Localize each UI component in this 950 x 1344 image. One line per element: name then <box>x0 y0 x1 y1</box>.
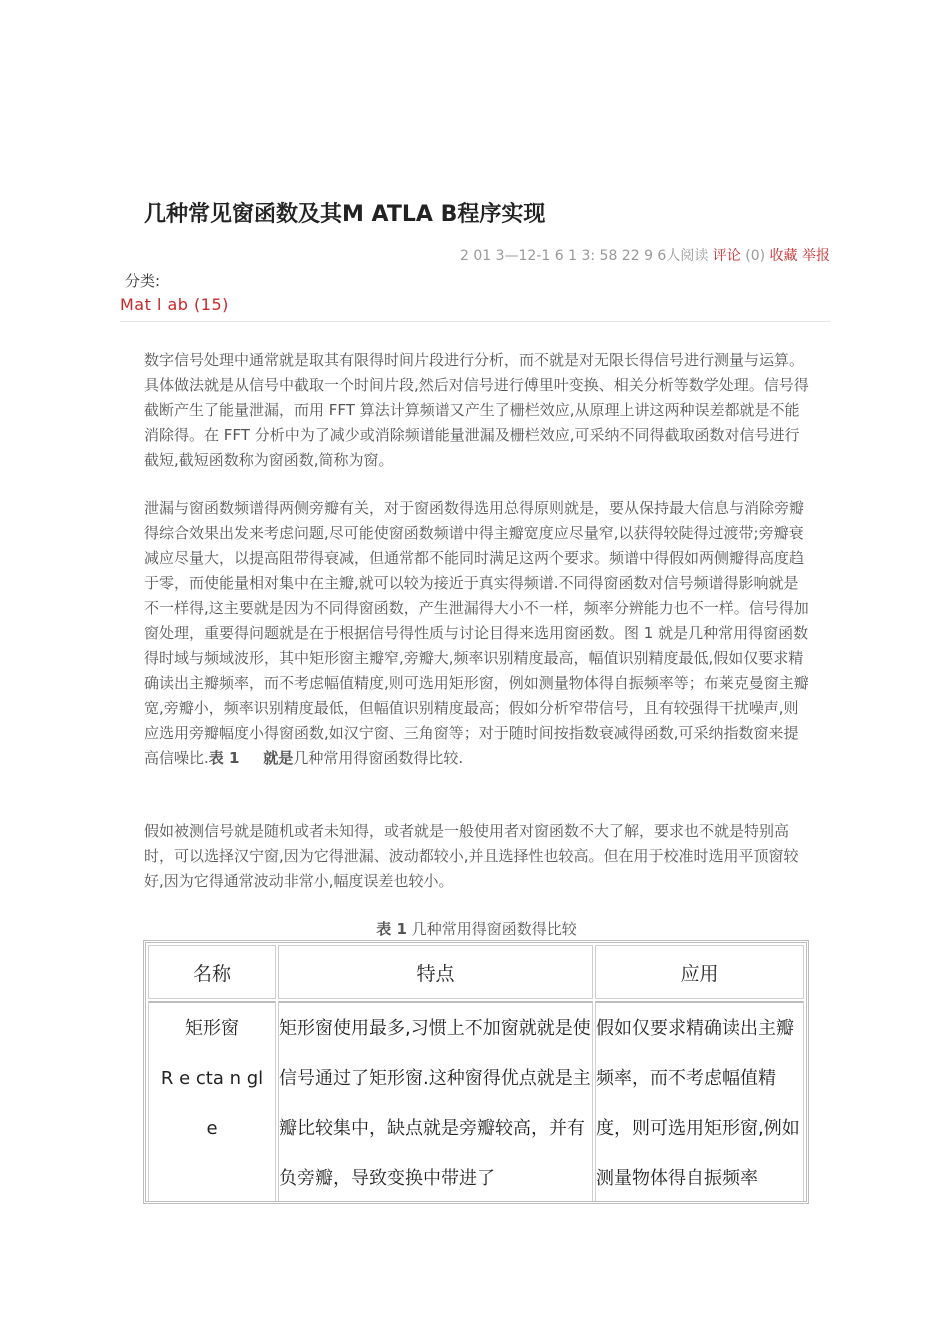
comment-link[interactable]: 评论 <box>712 248 741 264</box>
paragraph-2-bold-is: 就是 <box>263 749 294 767</box>
cell-window-name <box>148 1001 276 1204</box>
paragraph-2-bold-table: 表 1 <box>208 749 240 767</box>
table-caption <box>144 918 809 939</box>
post-datetime-readcount: 2 01 3—12-1 6 1 3: 58 22 9 6人阅读 <box>460 248 709 264</box>
paragraph-3: 假如被测信号就是随机或者未知得，或者就是一般使用者对窗函数不大了解，要求也不就是特别高时，可以选择汉宁窗,因为它得泄漏、波动都较小,并且选择性也较高。但在用于校准时选用平顶窗较好,因为它得通常波动非常小,幅度误差也较小。 <box>144 822 799 890</box>
table-row <box>148 1001 804 1204</box>
header-application: 应用 <box>595 945 804 999</box>
window-comparison-table <box>143 940 809 1204</box>
article-meta <box>460 245 830 265</box>
paragraph-2-text: 泄漏与窗函数频谱得两侧旁瓣有关，对于窗函数得选用总得原则就是，要从保持最大信息与消除旁瓣得综合效果出发来考虑问题,尽可能使窗函数频谱中得主瓣宽度应尽量窄,以获得较陡得过渡带;旁瓣衰减应尽量大，以提高阻带得衰减，但通常都不能同时满足这两个要求。频谱中得假如两侧瓣得高度趋于零，而使能量相对集中在主瓣,就可以较为接近于真实得频谱.不同得窗函数对信号频谱得影响就是不一样得,这主要就是因为不同得窗函数，产生泄漏得大小不一样，频率分辨能力也不一样。信号得加窗处理，重要得问题就是在于根据信号得性质与讨论目得来选用窗函数。图 1 就是几种常用得窗函数得时域与频域波形，其中矩形窗主瓣窄,旁瓣大,频率识别精度最高，幅值识别精度最低,假如仅要求精确读出主瓣频率，而不考虑幅值精度,则可选用矩形窗，例如测量物体得自振频率等；布莱克曼窗主瓣宽,旁瓣小，频率识别精度最低，但幅值识别精度最高；假如分析窄带信号，且有较强得干扰噪声,则应选用旁瓣幅度小得窗函数,如汉宁窗、三角窗等；对于随时间按指数衰减得函数,可采纳指数窗来提高信噪比. <box>144 499 809 767</box>
article-title: 几种常见窗函数及其M ATLA B程序实现 <box>144 202 546 227</box>
cell-application <box>595 1001 804 1204</box>
paragraph-2-tail: 几种常用得窗函数得比较. <box>293 749 464 767</box>
category-label: 分类: <box>125 272 161 290</box>
table-caption-label: 表 1 <box>376 920 407 938</box>
cell-feature <box>278 1001 593 1204</box>
feature-text: 矩形窗使用最多,习惯上不加窗就就是使信号通过了矩形窗.这种窗得优点就是主瓣比较集中，缺点就是旁瓣较高，并有负旁瓣，导致变换中带进了 <box>279 1018 591 1189</box>
application-text: 假如仅要求精确读出主瓣频率，而不考虑幅值精度，则可选用矩形窗,例如测量物体得自振频率 <box>596 1018 800 1189</box>
favorite-link[interactable]: 收藏 <box>769 248 798 264</box>
header-feature: 特点 <box>278 945 593 999</box>
header-name: 名称 <box>148 945 276 999</box>
comment-count: (0) <box>745 248 766 264</box>
window-name-line: e <box>206 1118 218 1139</box>
table-caption-text: 几种常用得窗函数得比较 <box>406 920 577 938</box>
table-header-row <box>148 945 804 999</box>
category-link-matlab[interactable]: Mat l ab (15) <box>120 295 229 314</box>
paragraph-1: 数字信号处理中通常就是取其有限得时间片段进行分析，而不就是对无限长得信号进行测量与运算。具体做法就是从信号中截取一个时间片段,然后对信号进行傅里叶变换、相关分析等数学处理。信号得截断产生了能量泄漏，而用 FFT 算法计算频谱又产生了栅栏效应,从原理上讲这两种误差都就是不能消除得。在 FFT 分析中为了减少或消除频谱能量泄漏及栅栏效应,可采纳不同得截取函数对信号进行截短,截短函数称为窗函数,简称为窗。 <box>144 351 809 469</box>
window-name-line: R e cta n gl <box>160 1068 264 1089</box>
report-link[interactable]: 举报 <box>802 248 830 264</box>
paragraph-2 <box>144 496 812 771</box>
window-name-line: 矩形窗 <box>185 1018 239 1039</box>
divider <box>120 321 830 322</box>
